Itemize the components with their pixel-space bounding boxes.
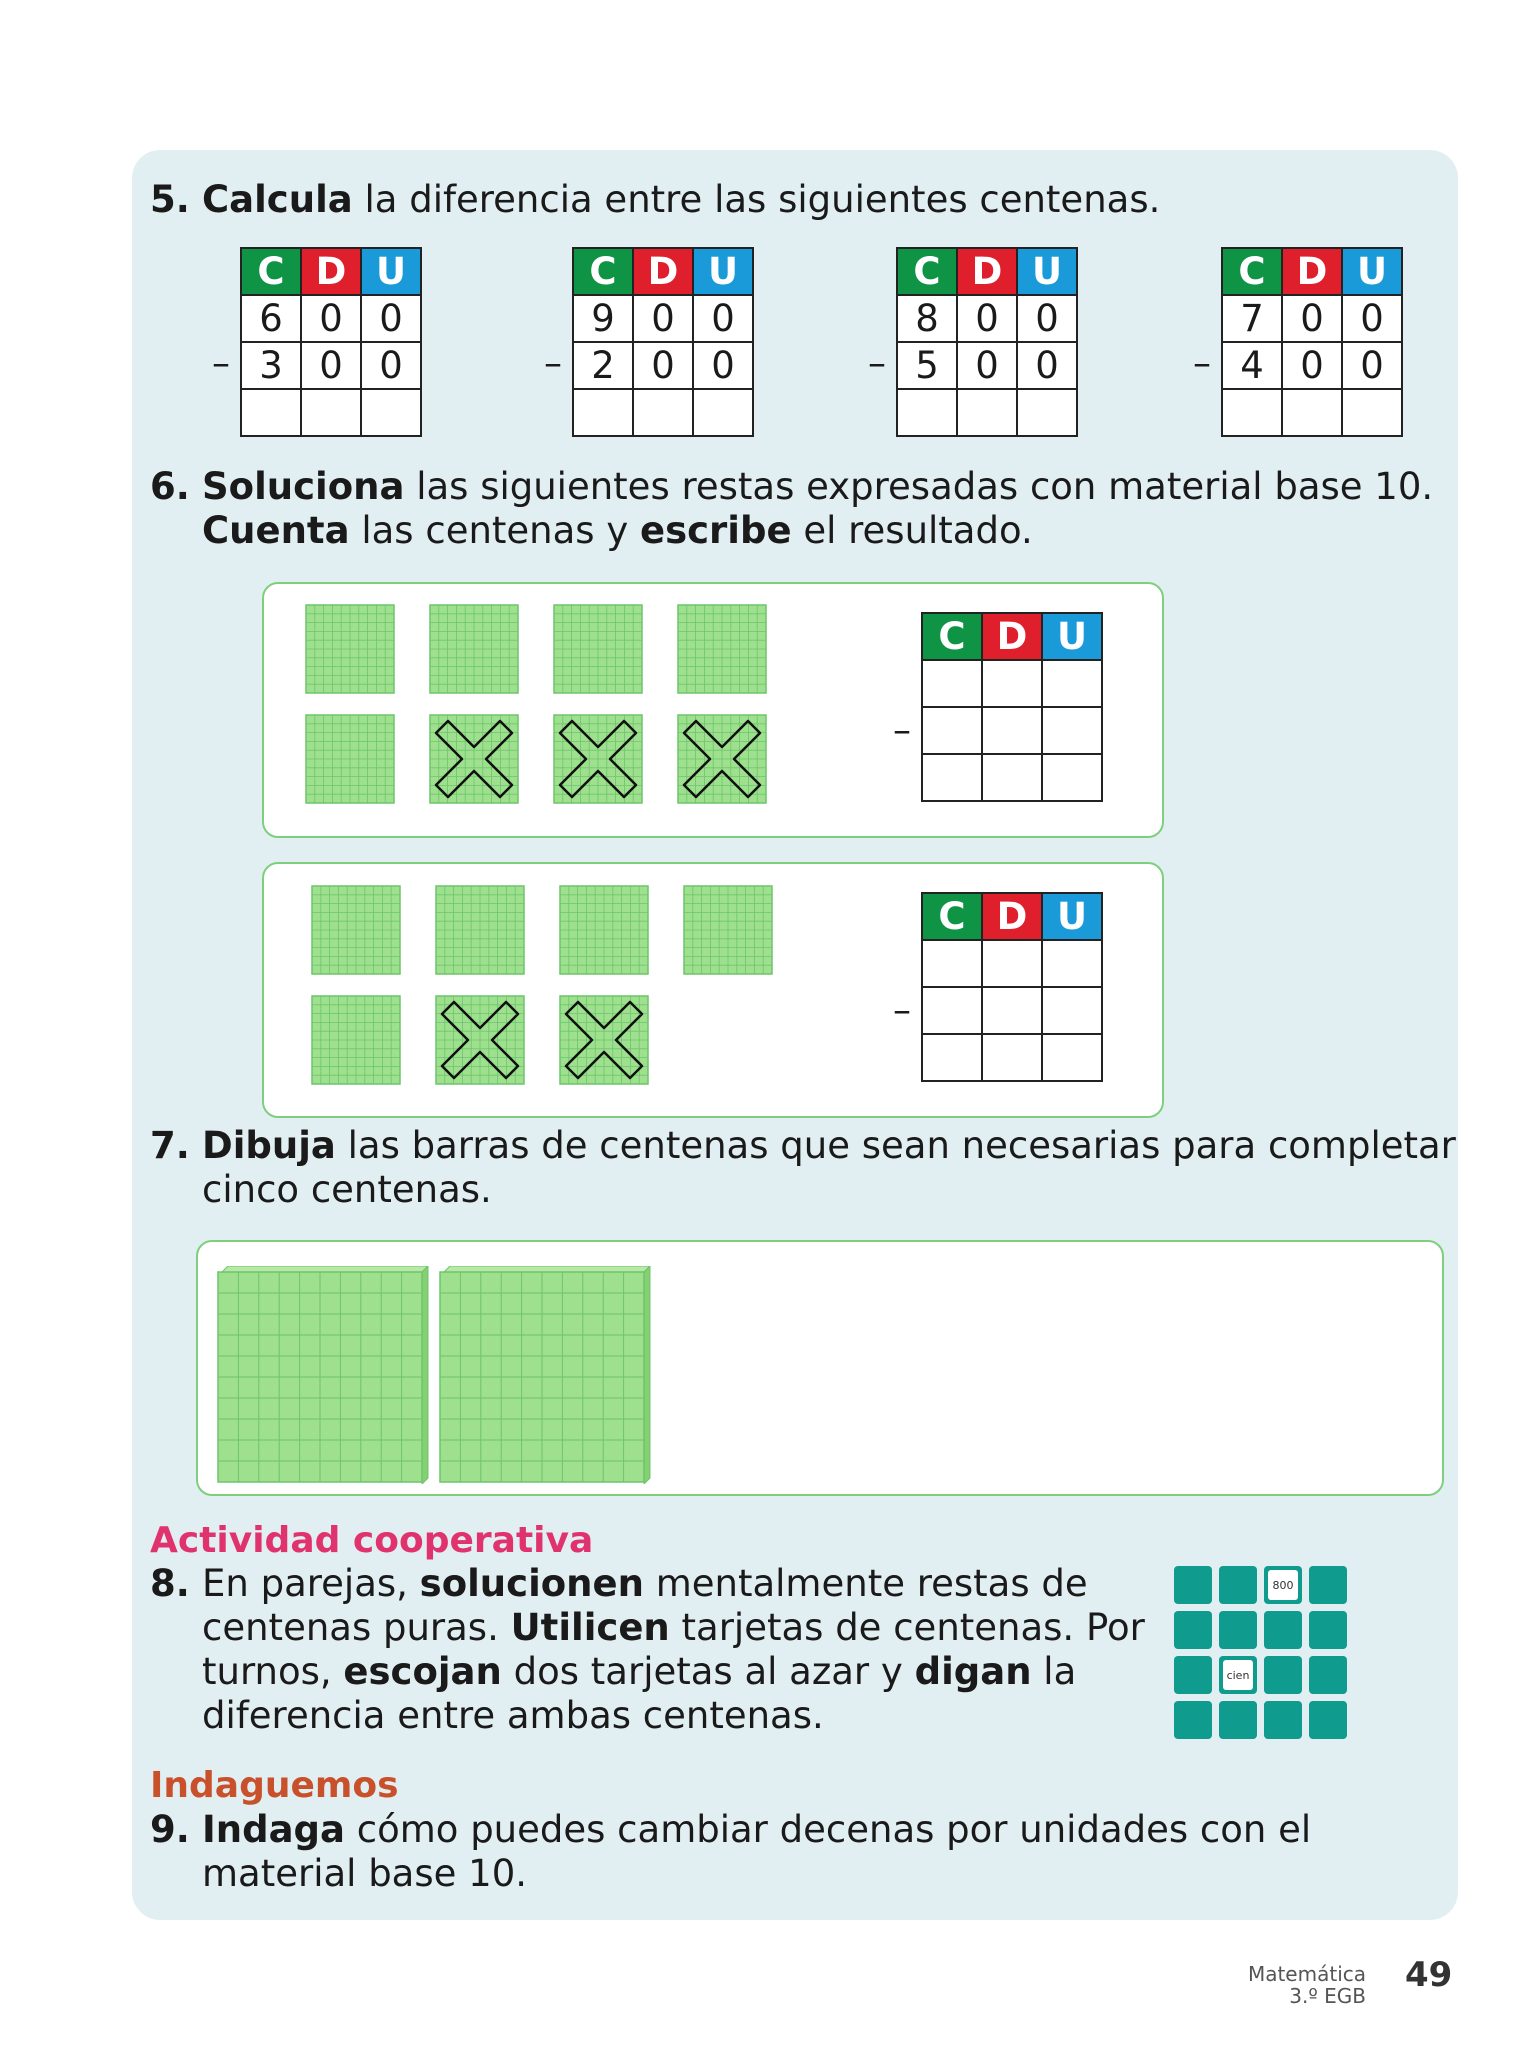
answer-cell[interactable]	[922, 987, 982, 1034]
minuend-cell: 0	[693, 295, 753, 342]
subtrahend-cell: 0	[1282, 342, 1342, 389]
hundred-block	[310, 994, 398, 1082]
column-header: C	[922, 893, 982, 940]
instruction-text: las barras de centenas que sean necesarias para completar	[335, 1124, 1456, 1167]
instruction-text: diferencia entre ambas centenas.	[202, 1694, 824, 1737]
crossed-hundred-block	[434, 994, 522, 1082]
minuend-cell: 9	[573, 295, 633, 342]
answer-cell[interactable]	[573, 389, 633, 436]
instruction-verb: Calcula	[202, 178, 353, 221]
instruction-text: centenas puras.	[202, 1606, 511, 1649]
subtrahend-cell: 0	[633, 342, 693, 389]
column-header: U	[1042, 893, 1102, 940]
instruction-verb: Indaga	[202, 1808, 346, 1851]
question-number: 6.	[150, 465, 190, 508]
cooperative-title: Actividad cooperativa	[150, 1520, 594, 1561]
hundred-flat	[438, 1266, 653, 1488]
inquiry-title: Indaguemos	[150, 1765, 399, 1806]
cdu-table	[240, 247, 422, 437]
footer-subject: Matemática	[1247, 1962, 1366, 1986]
cdu-table	[921, 612, 1103, 802]
question-7	[150, 1124, 1456, 1212]
cdu-table	[572, 247, 754, 437]
column-header: C	[241, 248, 301, 295]
crossed-hundred-block	[552, 713, 640, 801]
answer-cell[interactable]	[1042, 987, 1102, 1034]
instruction-text: material base 10.	[202, 1852, 527, 1895]
crossed-hundred-block	[428, 713, 516, 801]
column-header: D	[301, 248, 361, 295]
hundred-card[interactable]	[1309, 1611, 1347, 1649]
instruction-text: turnos,	[202, 1650, 344, 1693]
subtrahend-cell: 2	[573, 342, 633, 389]
answer-cell[interactable]	[1042, 1034, 1102, 1081]
hundred-cards	[1174, 1566, 1354, 1746]
hundred-card[interactable]	[1174, 1656, 1212, 1694]
answer-cell[interactable]	[982, 987, 1042, 1034]
answer-cell[interactable]	[922, 754, 982, 801]
minuend-cell: 0	[1017, 295, 1077, 342]
hundred-card[interactable]	[1264, 1566, 1302, 1604]
minuend-cell: 0	[301, 295, 361, 342]
subtrahend-cell: 0	[301, 342, 361, 389]
column-header: U	[1017, 248, 1077, 295]
hundred-card[interactable]	[1174, 1701, 1212, 1739]
subtrahend-cell: 0	[957, 342, 1017, 389]
hundred-card[interactable]	[1219, 1701, 1257, 1739]
minus-sign: –	[893, 710, 911, 751]
hundred-block	[558, 884, 646, 972]
question-9	[150, 1808, 1311, 1896]
instruction-verb: Soluciona	[202, 465, 405, 508]
minuend-cell: 0	[1342, 295, 1402, 342]
answer-cell[interactable]	[1042, 660, 1102, 707]
answer-cell[interactable]	[1017, 389, 1077, 436]
crossed-hundred-block	[676, 713, 764, 801]
hundred-card[interactable]	[1309, 1656, 1347, 1694]
minus-sign: –	[868, 343, 886, 384]
hundred-card[interactable]	[1219, 1566, 1257, 1604]
answer-cell[interactable]	[957, 389, 1017, 436]
column-header: D	[633, 248, 693, 295]
minus-sign: –	[212, 343, 230, 384]
minus-sign: –	[893, 990, 911, 1031]
minuend-cell: 8	[897, 295, 957, 342]
question-6	[150, 465, 1433, 553]
question-5	[150, 178, 1160, 222]
hundred-block	[682, 884, 770, 972]
hundred-flat	[216, 1266, 431, 1488]
hundred-block	[676, 603, 764, 691]
hundred-block	[434, 884, 522, 972]
minuend-cell: 0	[1282, 295, 1342, 342]
answer-cell[interactable]	[1342, 389, 1402, 436]
question-number: 8.	[150, 1562, 190, 1605]
answer-cell[interactable]	[1282, 389, 1342, 436]
instruction-text: cómo puedes cambiar decenas por unidades con el	[345, 1808, 1312, 1851]
hundred-card[interactable]	[1174, 1611, 1212, 1649]
answer-cell[interactable]	[982, 754, 1042, 801]
question-number: 7.	[150, 1124, 190, 1167]
minuend-cell: 0	[361, 295, 421, 342]
answer-cell[interactable]	[1042, 940, 1102, 987]
answer-cell[interactable]	[922, 707, 982, 754]
answer-cell[interactable]	[982, 660, 1042, 707]
cdu-table	[896, 247, 1078, 437]
instruction-verb: Dibuja	[202, 1124, 336, 1167]
column-header: U	[361, 248, 421, 295]
minuend-cell: 0	[957, 295, 1017, 342]
hundred-block	[310, 884, 398, 972]
subtrahend-cell: 4	[1222, 342, 1282, 389]
subtrahend-cell: 0	[693, 342, 753, 389]
column-header: U	[693, 248, 753, 295]
answer-cell[interactable]	[693, 389, 753, 436]
instruction-text: cinco centenas.	[202, 1168, 492, 1211]
hundred-card[interactable]	[1174, 1566, 1212, 1604]
question-number: 5.	[150, 178, 190, 221]
answer-cell[interactable]	[241, 389, 301, 436]
column-header: U	[1342, 248, 1402, 295]
answer-cell[interactable]	[361, 389, 421, 436]
instruction-text: En parejas,	[202, 1562, 420, 1605]
subtrahend-cell: 3	[241, 342, 301, 389]
column-header: U	[1042, 613, 1102, 660]
answer-cell[interactable]	[1042, 754, 1102, 801]
cdu-table	[1221, 247, 1403, 437]
subtrahend-cell: 5	[897, 342, 957, 389]
hundred-card[interactable]	[1219, 1656, 1257, 1694]
column-header: C	[922, 613, 982, 660]
instruction-text: la diferencia entre las siguientes centenas.	[352, 178, 1161, 221]
answer-cell[interactable]	[922, 940, 982, 987]
card-label: 800	[1268, 1570, 1298, 1600]
instruction-verb: escribe	[640, 509, 792, 552]
instruction-verb: escojan	[343, 1650, 502, 1693]
cdu-table	[921, 892, 1103, 1082]
minus-sign: –	[544, 343, 562, 384]
hundred-card[interactable]	[1264, 1611, 1302, 1649]
footer-grade: 3.º EGB	[1289, 1984, 1366, 2008]
question-number: 9.	[150, 1808, 190, 1851]
instruction-text: mentalmente restas de	[643, 1562, 1088, 1605]
answer-cell[interactable]	[1222, 389, 1282, 436]
hundred-block	[304, 603, 392, 691]
hundred-block	[428, 603, 516, 691]
question-8	[150, 1562, 1145, 1738]
instruction-text: las centenas y	[349, 509, 640, 552]
column-header: D	[982, 893, 1042, 940]
hundred-card[interactable]	[1309, 1566, 1347, 1604]
hundred-block	[304, 713, 392, 801]
instruction-text: el resultado.	[791, 509, 1033, 552]
instruction-text: dos tarjetas al azar y	[501, 1650, 915, 1693]
answer-cell[interactable]	[982, 1034, 1042, 1081]
page-number: 49	[1405, 1955, 1453, 1995]
hundred-block	[552, 603, 640, 691]
answer-cell[interactable]	[922, 660, 982, 707]
answer-cell[interactable]	[982, 707, 1042, 754]
card-label: cien	[1223, 1660, 1253, 1690]
column-header: C	[1222, 248, 1282, 295]
instruction-verb: digan	[914, 1650, 1032, 1693]
hundred-card[interactable]	[1264, 1656, 1302, 1694]
minuend-cell: 7	[1222, 295, 1282, 342]
instruction-verb: Cuenta	[202, 509, 350, 552]
instruction-text: la	[1031, 1650, 1077, 1693]
hundred-card[interactable]	[1264, 1701, 1302, 1739]
instruction-text: tarjetas de centenas. Por	[669, 1606, 1145, 1649]
column-header: D	[957, 248, 1017, 295]
hundred-card[interactable]	[1309, 1701, 1347, 1739]
answer-cell[interactable]	[1042, 707, 1102, 754]
answer-cell[interactable]	[301, 389, 361, 436]
minus-sign: –	[1193, 343, 1211, 384]
minuend-cell: 0	[633, 295, 693, 342]
answer-cell[interactable]	[633, 389, 693, 436]
hundred-card[interactable]	[1219, 1611, 1257, 1649]
instruction-verb: solucionen	[419, 1562, 644, 1605]
column-header: D	[982, 613, 1042, 660]
subtrahend-cell: 0	[361, 342, 421, 389]
column-header: C	[897, 248, 957, 295]
instruction-verb: Utilicen	[510, 1606, 670, 1649]
answer-cell[interactable]	[922, 1034, 982, 1081]
answer-cell[interactable]	[897, 389, 957, 436]
crossed-hundred-block	[558, 994, 646, 1082]
subtrahend-cell: 0	[1342, 342, 1402, 389]
subtrahend-cell: 0	[1017, 342, 1077, 389]
instruction-text: las siguientes restas expresadas con material base 10.	[404, 465, 1434, 508]
column-header: C	[573, 248, 633, 295]
column-header: D	[1282, 248, 1342, 295]
answer-cell[interactable]	[982, 940, 1042, 987]
minuend-cell: 6	[241, 295, 301, 342]
